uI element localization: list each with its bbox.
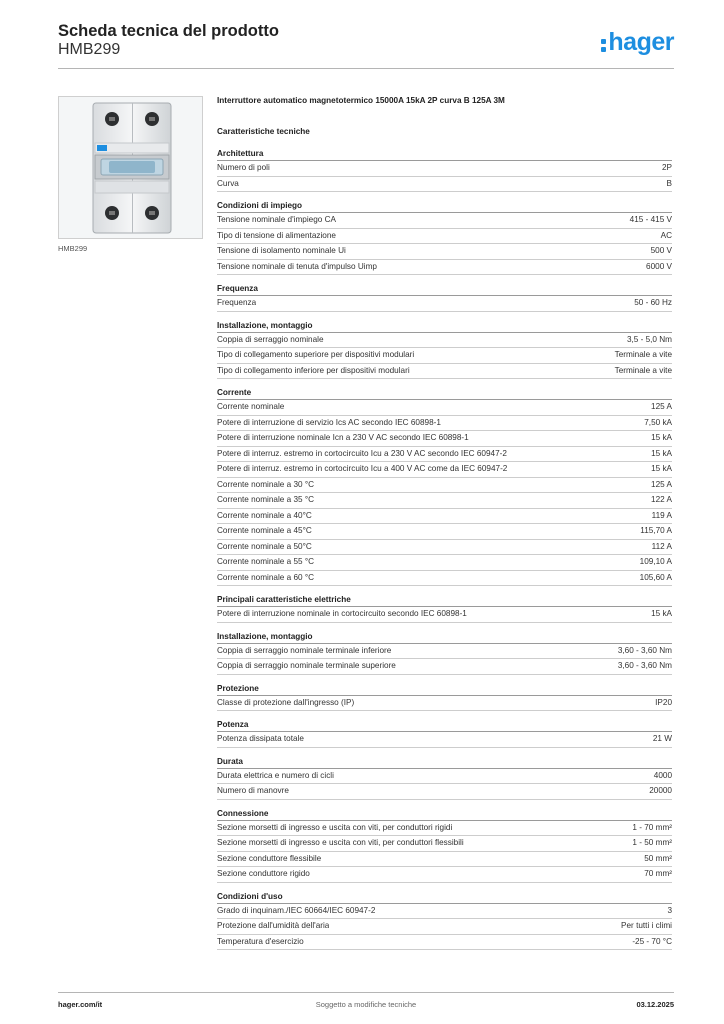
spec-value: 109,10 A bbox=[639, 557, 672, 566]
spec-value: 21 W bbox=[652, 734, 672, 743]
spec-label: Tensione nominale d'impiego CA bbox=[217, 215, 336, 224]
product-image bbox=[58, 96, 203, 239]
spec-section bbox=[217, 891, 672, 951]
spec-value: 112 A bbox=[651, 541, 672, 551]
spec-content bbox=[217, 96, 672, 958]
spec-sections bbox=[217, 148, 672, 950]
spec-value: 15 kA bbox=[651, 464, 672, 473]
spec-label: Sezione conduttore rigido bbox=[217, 869, 310, 878]
spec-label: Curva bbox=[217, 178, 239, 188]
spec-value: 15 kA bbox=[651, 448, 672, 458]
section-title: Corrente bbox=[217, 387, 672, 400]
spec-section bbox=[217, 283, 672, 312]
spec-row bbox=[217, 696, 672, 712]
spec-row bbox=[217, 571, 672, 587]
spec-row bbox=[217, 919, 672, 935]
spec-value: 122 A bbox=[651, 495, 672, 504]
product-code: HMB299 bbox=[58, 41, 121, 58]
spec-label: Sezione morsetti di ingresso e uscita con viti, per conduttori flessibili bbox=[217, 838, 464, 847]
tech-characteristics-title: Caratteristiche tecniche bbox=[217, 127, 310, 136]
section-title: Connessione bbox=[217, 808, 672, 821]
spec-row bbox=[217, 462, 672, 478]
spec-value: 3,60 - 3,60 Nm bbox=[617, 645, 672, 655]
footer-note: Soggetto a modifiche tecniche bbox=[315, 1000, 417, 1009]
spec-label: Potere di interruzione nominale Icn a 230 V AC secondo IEC 60898-1 bbox=[217, 433, 469, 442]
spec-row bbox=[217, 296, 672, 312]
spec-row bbox=[217, 769, 672, 785]
spec-row bbox=[217, 447, 672, 463]
spec-value: 1 - 50 mm² bbox=[632, 838, 672, 847]
spec-value: 7,50 kA bbox=[644, 417, 672, 427]
spec-value: 115,70 A bbox=[640, 526, 672, 535]
section-title: Protezione bbox=[217, 683, 672, 696]
spec-row bbox=[217, 213, 672, 229]
spec-value: 1 - 70 mm² bbox=[632, 822, 672, 832]
spec-label: Tipo di collegamento inferiore per dispositivi modulari bbox=[217, 365, 410, 375]
spec-section bbox=[217, 320, 672, 380]
spec-label: Potere di interruzione di servizio Ics AC secondo IEC 60898-1 bbox=[217, 417, 441, 427]
spec-row bbox=[217, 540, 672, 556]
spec-row bbox=[217, 333, 672, 349]
spec-label: Corrente nominale a 30 °C bbox=[217, 479, 315, 489]
document-title: Scheda tecnica del prodotto bbox=[58, 22, 279, 40]
spec-section bbox=[217, 148, 672, 192]
spec-value: Terminale a vite bbox=[614, 365, 672, 375]
spec-label: Tensione nominale di tenuta d'impulso Uimp bbox=[217, 261, 377, 271]
spec-label: Corrente nominale a 40°C bbox=[217, 510, 312, 520]
spec-value: 3,60 - 3,60 Nm bbox=[617, 661, 672, 670]
spec-value: 3 bbox=[667, 905, 672, 915]
spec-label: Corrente nominale bbox=[217, 402, 285, 411]
spec-label: Corrente nominale a 60 °C bbox=[217, 572, 315, 582]
section-title: Potenza bbox=[217, 719, 672, 732]
spec-value: 125 A bbox=[651, 479, 672, 489]
spec-row bbox=[217, 161, 672, 177]
section-title: Principali caratteristiche elettriche bbox=[217, 594, 672, 607]
spec-label: Coppia di serraggio nominale terminale superiore bbox=[217, 661, 396, 670]
spec-value: 50 - 60 Hz bbox=[634, 298, 672, 307]
spec-row bbox=[217, 364, 672, 380]
spec-value: 15 kA bbox=[651, 433, 672, 442]
spec-value: AC bbox=[660, 230, 672, 240]
footer-date: 03.12.2025 bbox=[636, 1000, 674, 1009]
footer-website: hager.com/it bbox=[58, 1000, 103, 1009]
spec-value: 125 A bbox=[651, 402, 672, 411]
spec-value: B bbox=[666, 178, 672, 188]
spec-label: Coppia di serraggio nominale bbox=[217, 334, 324, 344]
section-title: Condizioni di impiego bbox=[217, 200, 672, 213]
spec-label: Potere di interruz. estremo in cortocircuito Icu a 230 V AC secondo IEC 60947-2 bbox=[217, 448, 507, 458]
spec-section bbox=[217, 719, 672, 748]
section-title: Frequenza bbox=[217, 283, 672, 296]
spec-section bbox=[217, 387, 672, 586]
hager-logo bbox=[601, 27, 674, 61]
spec-label: Corrente nominale a 45°C bbox=[217, 526, 312, 535]
spec-label: Corrente nominale a 50°C bbox=[217, 541, 312, 551]
spec-value: 15 kA bbox=[651, 609, 672, 618]
section-title: Installazione, montaggio bbox=[217, 631, 672, 644]
spec-value: 415 - 415 V bbox=[629, 215, 672, 224]
spec-label: Grado di inquinam./IEC 60664/IEC 60947-2 bbox=[217, 905, 376, 915]
spec-value: Terminale a vite bbox=[614, 350, 672, 359]
spec-label: Corrente nominale a 35 °C bbox=[217, 495, 315, 504]
spec-row bbox=[217, 478, 672, 494]
spec-value: 105,60 A bbox=[639, 572, 672, 582]
spec-value: Per tutti i climi bbox=[621, 921, 672, 930]
spec-value: 2P bbox=[661, 163, 672, 172]
logo-dots-icon bbox=[601, 39, 606, 55]
section-title: Architettura bbox=[217, 148, 672, 161]
spec-section bbox=[217, 200, 672, 275]
spec-row bbox=[217, 867, 672, 883]
spec-row bbox=[217, 659, 672, 675]
spec-label: Durata elettrica e numero di cicli bbox=[217, 770, 334, 780]
spec-label: Corrente nominale a 55 °C bbox=[217, 557, 315, 566]
spec-value: IP20 bbox=[655, 697, 672, 707]
spec-value: 3,5 - 5,0 Nm bbox=[626, 334, 672, 344]
spec-label: Tipo di collegamento superiore per dispositivi modulari bbox=[217, 350, 415, 359]
spec-section bbox=[217, 808, 672, 883]
spec-value: 4000 bbox=[653, 770, 672, 780]
spec-value: 50 mm² bbox=[644, 853, 672, 863]
spec-row bbox=[217, 607, 672, 623]
spec-section bbox=[217, 756, 672, 800]
spec-section bbox=[217, 631, 672, 675]
spec-row bbox=[217, 904, 672, 920]
spec-label: Sezione conduttore flessibile bbox=[217, 853, 322, 863]
spec-label: Classe di protezione dall'ingresso (IP) bbox=[217, 697, 355, 707]
spec-value: 119 A bbox=[651, 510, 672, 520]
spec-label: Sezione morsetti di ingresso e uscita con viti, per conduttori rigidi bbox=[217, 822, 453, 832]
page-header bbox=[58, 20, 674, 69]
spec-row bbox=[217, 784, 672, 800]
spec-value: 6000 V bbox=[646, 261, 672, 271]
spec-label: Protezione dall'umidità dell'aria bbox=[217, 921, 330, 930]
circuit-breaker-illustration bbox=[59, 97, 202, 238]
spec-value: 500 V bbox=[650, 246, 672, 255]
spec-value: 70 mm² bbox=[644, 869, 672, 878]
spec-section bbox=[217, 683, 672, 712]
section-title: Condizioni d'uso bbox=[217, 891, 672, 904]
spec-row bbox=[217, 509, 672, 525]
spec-row bbox=[217, 348, 672, 364]
spec-label: Temperatura d'esercizio bbox=[217, 936, 304, 946]
spec-label: Tensione di isolamento nominale Ui bbox=[217, 246, 346, 255]
spec-row bbox=[217, 935, 672, 951]
spec-row bbox=[217, 732, 672, 748]
section-title: Durata bbox=[217, 756, 672, 769]
spec-row bbox=[217, 852, 672, 868]
spec-value: 20000 bbox=[649, 786, 672, 795]
spec-row bbox=[217, 177, 672, 193]
spec-row bbox=[217, 229, 672, 245]
spec-label: Numero di manovre bbox=[217, 786, 289, 795]
spec-row bbox=[217, 821, 672, 837]
spec-row bbox=[217, 644, 672, 660]
logo-wordmark: hager bbox=[608, 28, 674, 56]
spec-row bbox=[217, 431, 672, 447]
spec-row bbox=[217, 416, 672, 432]
spec-label: Frequenza bbox=[217, 298, 257, 307]
section-title: Installazione, montaggio bbox=[217, 320, 672, 333]
spec-row bbox=[217, 555, 672, 571]
image-caption: HMB299 bbox=[58, 244, 88, 253]
spec-row bbox=[217, 260, 672, 276]
spec-label: Tipo di tensione di alimentazione bbox=[217, 230, 336, 240]
spec-value: -25 - 70 °C bbox=[632, 936, 672, 946]
page-footer bbox=[58, 992, 674, 1013]
spec-section bbox=[217, 594, 672, 623]
spec-label: Potere di interruzione nominale in cortocircuito secondo IEC 60898-1 bbox=[217, 609, 467, 618]
product-description: Interruttore automatico magnetotermico 15000A 15kA 2P curva B 125A 3M bbox=[217, 96, 505, 105]
spec-row bbox=[217, 493, 672, 509]
spec-row bbox=[217, 400, 672, 416]
spec-label: Potenza dissipata totale bbox=[217, 734, 304, 743]
spec-label: Numero di poli bbox=[217, 163, 270, 172]
spec-row bbox=[217, 524, 672, 540]
spec-label: Coppia di serraggio nominale terminale inferiore bbox=[217, 645, 392, 655]
spec-row bbox=[217, 836, 672, 852]
spec-label: Potere di interruz. estremo in cortocircuito Icu a 400 V AC come da IEC 60947-2 bbox=[217, 464, 508, 473]
spec-row bbox=[217, 244, 672, 260]
